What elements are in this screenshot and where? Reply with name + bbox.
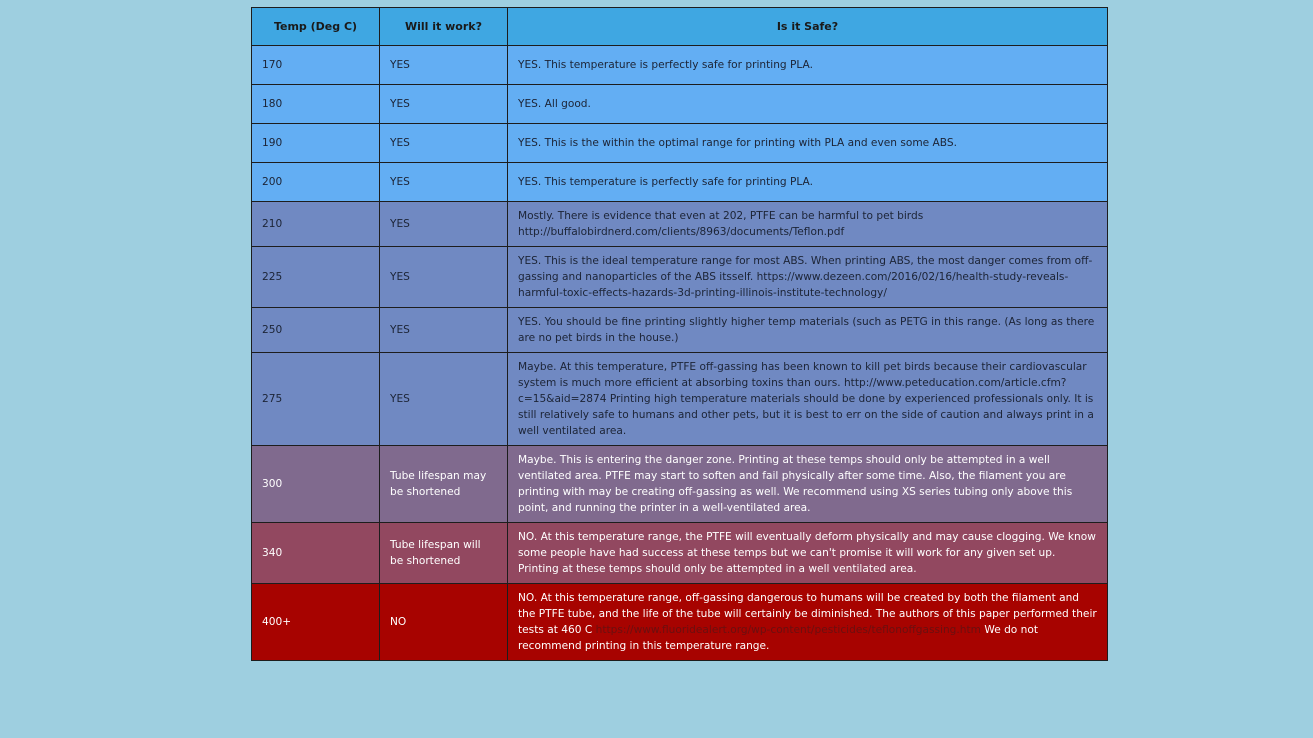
temp-cell: 200 <box>252 163 380 202</box>
header-temp: Temp (Deg C) <box>252 8 380 46</box>
safe-text: Maybe. This is entering the danger zone. Printing at these temps should only be attempted in a well ventilated area. PTFE may start to soften and fail physically after some time. Also, the filament you are printing with may be creating off-gassing as well. We recommend using XS series tubing only above this point, and running the printer in a well-ventilated area. <box>518 454 1073 514</box>
safe-text: YES. All good. <box>518 98 591 110</box>
safe-text: YES. This is the ideal temperature range for most ABS. When printing ABS, the most danger comes from off-gassing and nanoparticles of the ABS itsself. <box>518 255 1093 283</box>
safe-cell <box>508 353 1108 446</box>
table-row-210 <box>252 202 1108 247</box>
temp-cell: 190 <box>252 124 380 163</box>
reference-link[interactable]: http://buffalobirdnerd.com/clients/8963/documents/Teflon.pdf <box>518 226 845 238</box>
table-row-250 <box>252 308 1108 353</box>
temp-cell: 180 <box>252 85 380 124</box>
safe-text-continued: Printing high temperature materials should be done by experienced professionals only. It is still relatively safe to humans and other pets, but it is best to err on the side of caution and always print in a well ventilated area. <box>518 393 1094 437</box>
work-cell: YES <box>380 46 508 85</box>
work-cell: YES <box>380 202 508 247</box>
table-row-300 <box>252 446 1108 523</box>
reference-link[interactable]: https://www.fluoridealert.org/wp-content/pesticides/teflonoffgassing.htm <box>595 624 981 636</box>
table-row-180 <box>252 85 1108 124</box>
table-row-225 <box>252 247 1108 308</box>
temp-cell: 170 <box>252 46 380 85</box>
work-cell: YES <box>380 353 508 446</box>
table-row-275 <box>252 353 1108 446</box>
table-row-170 <box>252 46 1108 85</box>
safe-text: Maybe. At this temperature, PTFE off-gassing has been known to kill pet birds because their cardiovascular system is much more efficient at absorbing toxins than ours. <box>518 361 1087 389</box>
safe-cell <box>508 85 1108 124</box>
safe-cell <box>508 202 1108 247</box>
work-cell: Tube lifespan will be shortened <box>380 523 508 584</box>
work-cell: YES <box>380 163 508 202</box>
safe-text: YES. This is the within the optimal range for printing with PLA and even some ABS. <box>518 137 957 149</box>
safe-text-continued: We do not recommend printing in this temperature range. <box>518 624 1038 652</box>
reference-link[interactable]: http://www.peteducation.com/article.cfm?c=15&aid=2874 <box>518 377 1067 405</box>
temp-cell: 210 <box>252 202 380 247</box>
safe-cell <box>508 584 1108 661</box>
temp-cell: 400+ <box>252 584 380 661</box>
safe-text: NO. At this temperature range, off-gassing dangerous to humans will be created by both the filament and the PTFE tube, and the life of the tube will certainly be diminished. The authors of this paper performed their tests at 460 C <box>518 592 1097 636</box>
work-cell: NO <box>380 584 508 661</box>
safe-cell <box>508 163 1108 202</box>
temperature-safety-table <box>251 7 1108 661</box>
reference-link[interactable]: https://www.dezeen.com/2016/02/16/health-study-reveals-harmful-toxic-effects-hazards-3d-printing-illinois-institute-technology/ <box>518 271 1069 299</box>
safe-text: YES. This temperature is perfectly safe for printing PLA. <box>518 59 813 71</box>
header-will-it-work: Will it work? <box>380 8 508 46</box>
work-cell: Tube lifespan may be shortened <box>380 446 508 523</box>
temp-cell: 300 <box>252 446 380 523</box>
safe-cell <box>508 523 1108 584</box>
work-cell: YES <box>380 308 508 353</box>
temp-cell: 225 <box>252 247 380 308</box>
header-is-it-safe: Is it Safe? <box>508 8 1108 46</box>
work-cell: YES <box>380 124 508 163</box>
safe-text: YES. This temperature is perfectly safe for printing PLA. <box>518 176 813 188</box>
temperature-safety-table-wrapper <box>251 7 1107 661</box>
temp-cell: 250 <box>252 308 380 353</box>
safe-cell <box>508 446 1108 523</box>
table-header-row <box>252 8 1108 46</box>
safe-text: YES. You should be fine printing slightly higher temp materials (such as PETG in this range. (As long as there are no pet birds in the house.) <box>518 316 1095 344</box>
safe-cell <box>508 308 1108 353</box>
table-row-200 <box>252 163 1108 202</box>
table-row-400-plus <box>252 584 1108 661</box>
safe-cell <box>508 124 1108 163</box>
safe-text: Mostly. There is evidence that even at 202, PTFE can be harmful to pet birds <box>518 210 924 222</box>
safe-cell <box>508 46 1108 85</box>
table-row-340 <box>252 523 1108 584</box>
temp-cell: 275 <box>252 353 380 446</box>
safe-cell <box>508 247 1108 308</box>
temp-cell: 340 <box>252 523 380 584</box>
work-cell: YES <box>380 247 508 308</box>
work-cell: YES <box>380 85 508 124</box>
safe-text: NO. At this temperature range, the PTFE will eventually deform physically and may cause clogging. We know some people have had success at these temps but we can't promise it will work for any given set up. Printing at these temps should only be attempted in a well ventilated area. <box>518 531 1096 575</box>
table-row-190 <box>252 124 1108 163</box>
